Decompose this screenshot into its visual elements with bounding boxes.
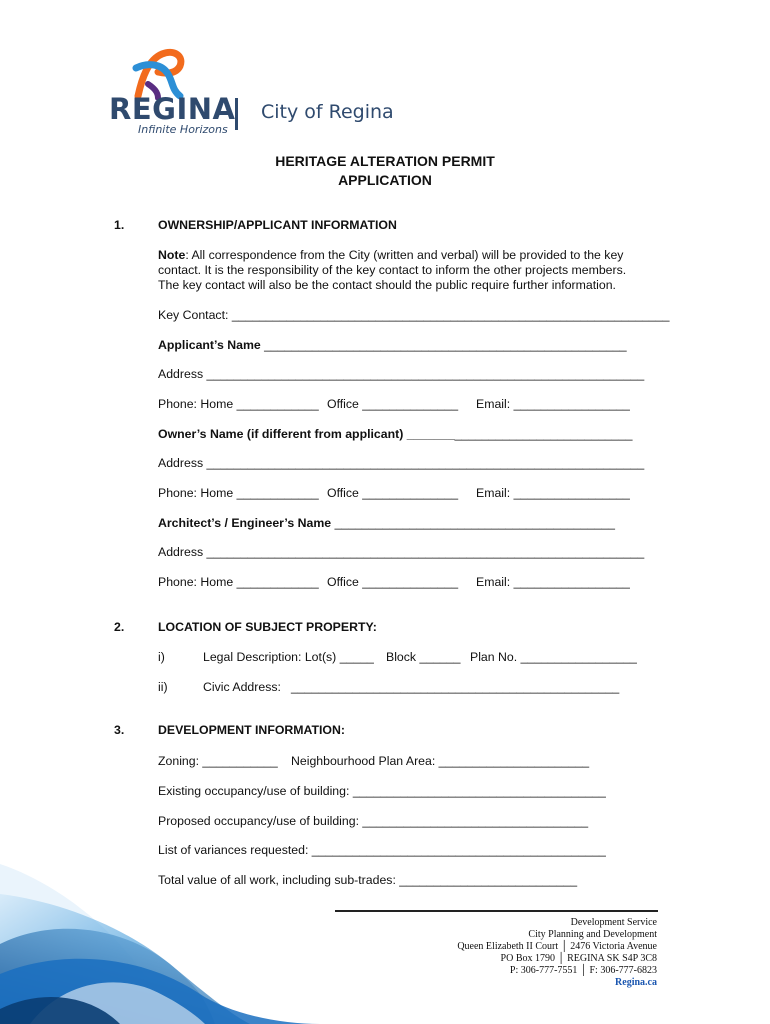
architect-name-label: Architect’s / Engineer’s Name xyxy=(158,516,332,530)
footer-rule xyxy=(335,910,658,912)
footer-line4: PO Box 1790 │ REGINA SK S4P 3C8 xyxy=(500,953,657,964)
footer-line1: Development Service xyxy=(570,917,657,928)
footer-line3: Queen Elizabeth II Court │ 2476 Victoria Avenue xyxy=(457,941,657,952)
architect-name-field[interactable] xyxy=(158,516,615,530)
section1-number: 1. xyxy=(114,218,125,232)
note-text-1: : All correspondence from the City (written and verbal) will be provided to the key xyxy=(185,248,624,262)
proposed-occupancy-field[interactable]: Proposed occupancy/use of building: _________________________________ xyxy=(158,814,589,828)
section3-number: 3. xyxy=(114,723,125,737)
note-line3: The key contact will also be the contact should the public require further information. xyxy=(158,278,616,292)
architect-phone-home[interactable]: Phone: Home ____________ xyxy=(158,575,319,589)
applicant-name-label: Applicant’s Name xyxy=(158,338,261,352)
applicant-name-line[interactable]: _____________________________________________________ xyxy=(264,338,627,352)
owner-name-line[interactable]: __________________________ xyxy=(454,427,633,441)
footer-line2: City Planning and Development xyxy=(528,929,657,940)
architect-name-line[interactable]: _________________________________________ xyxy=(334,516,615,530)
legal-description-plan[interactable]: Plan No. _________________ xyxy=(470,650,637,664)
architect-phone-office[interactable]: Office ______________ xyxy=(327,575,459,589)
owner-name-field[interactable] xyxy=(158,427,632,441)
applicant-address-field[interactable]: Address ________________________________________________________________ xyxy=(158,367,645,381)
owner-address-field[interactable]: Address ________________________________________________________________ xyxy=(158,456,645,470)
neighbourhood-plan-field[interactable]: Neighbourhood Plan Area: ______________________ xyxy=(291,754,590,768)
total-value-field[interactable]: Total value of all work, including sub-trades: __________________________ xyxy=(158,873,578,887)
applicant-name-field[interactable] xyxy=(158,338,627,352)
applicant-phone-home[interactable]: Phone: Home ____________ xyxy=(158,397,319,411)
civic-item-number: ii) xyxy=(158,680,168,694)
note-line1 xyxy=(158,248,623,262)
owner-phone-home[interactable]: Phone: Home ____________ xyxy=(158,486,319,500)
logo-city-name: City of Regina xyxy=(261,101,394,123)
owner-phone-office[interactable]: Office ______________ xyxy=(327,486,459,500)
section2-heading: LOCATION OF SUBJECT PROPERTY: xyxy=(158,620,377,634)
architect-address-field[interactable]: Address ________________________________________________________________ xyxy=(158,545,645,559)
owner-name-label: Owner’s Name (if different from applicant) _______ xyxy=(158,427,455,441)
section3-heading: DEVELOPMENT INFORMATION: xyxy=(158,723,345,737)
applicant-phone-office[interactable]: Office ______________ xyxy=(327,397,459,411)
legal-description-lots[interactable]: Legal Description: Lot(s) _____ xyxy=(203,650,374,664)
key-contact-field[interactable]: Key Contact: ________________________________________________________________ xyxy=(158,308,670,322)
owner-email[interactable]: Email: _________________ xyxy=(476,486,630,500)
logo-tagline: Infinite Horizons xyxy=(138,123,228,136)
civic-address-field[interactable]: ________________________________________________ xyxy=(291,680,620,694)
section1-heading: OWNERSHIP/APPLICANT INFORMATION xyxy=(158,218,397,232)
zoning-field[interactable]: Zoning: ___________ xyxy=(158,754,278,768)
note-line2: contact. It is the responsibility of the key contact to inform the other projects members. xyxy=(158,263,627,277)
footer-line5: P: 306-777-7551 │ F: 306-777-6823 xyxy=(509,965,657,976)
existing-occupancy-field[interactable]: Existing occupancy/use of building: _____________________________________ xyxy=(158,784,606,798)
applicant-email[interactable]: Email: _________________ xyxy=(476,397,630,411)
section2-number: 2. xyxy=(114,620,125,634)
footer-website-link[interactable]: Regina.ca xyxy=(615,977,657,988)
note-label: Note xyxy=(158,248,186,262)
logo-divider xyxy=(235,98,238,130)
architect-email[interactable]: Email: _________________ xyxy=(476,575,630,589)
logo-wordmark: REGINA xyxy=(109,92,236,126)
form-title-line1: HERITAGE ALTERATION PERMIT xyxy=(275,153,495,169)
variances-field[interactable]: List of variances requested: ___________________________________________ xyxy=(158,843,606,857)
form-title-line2: APPLICATION xyxy=(338,172,432,188)
civic-address-label: Civic Address: xyxy=(203,680,281,694)
legal-description-block[interactable]: Block ______ xyxy=(386,650,461,664)
legal-item-number: i) xyxy=(158,650,165,664)
